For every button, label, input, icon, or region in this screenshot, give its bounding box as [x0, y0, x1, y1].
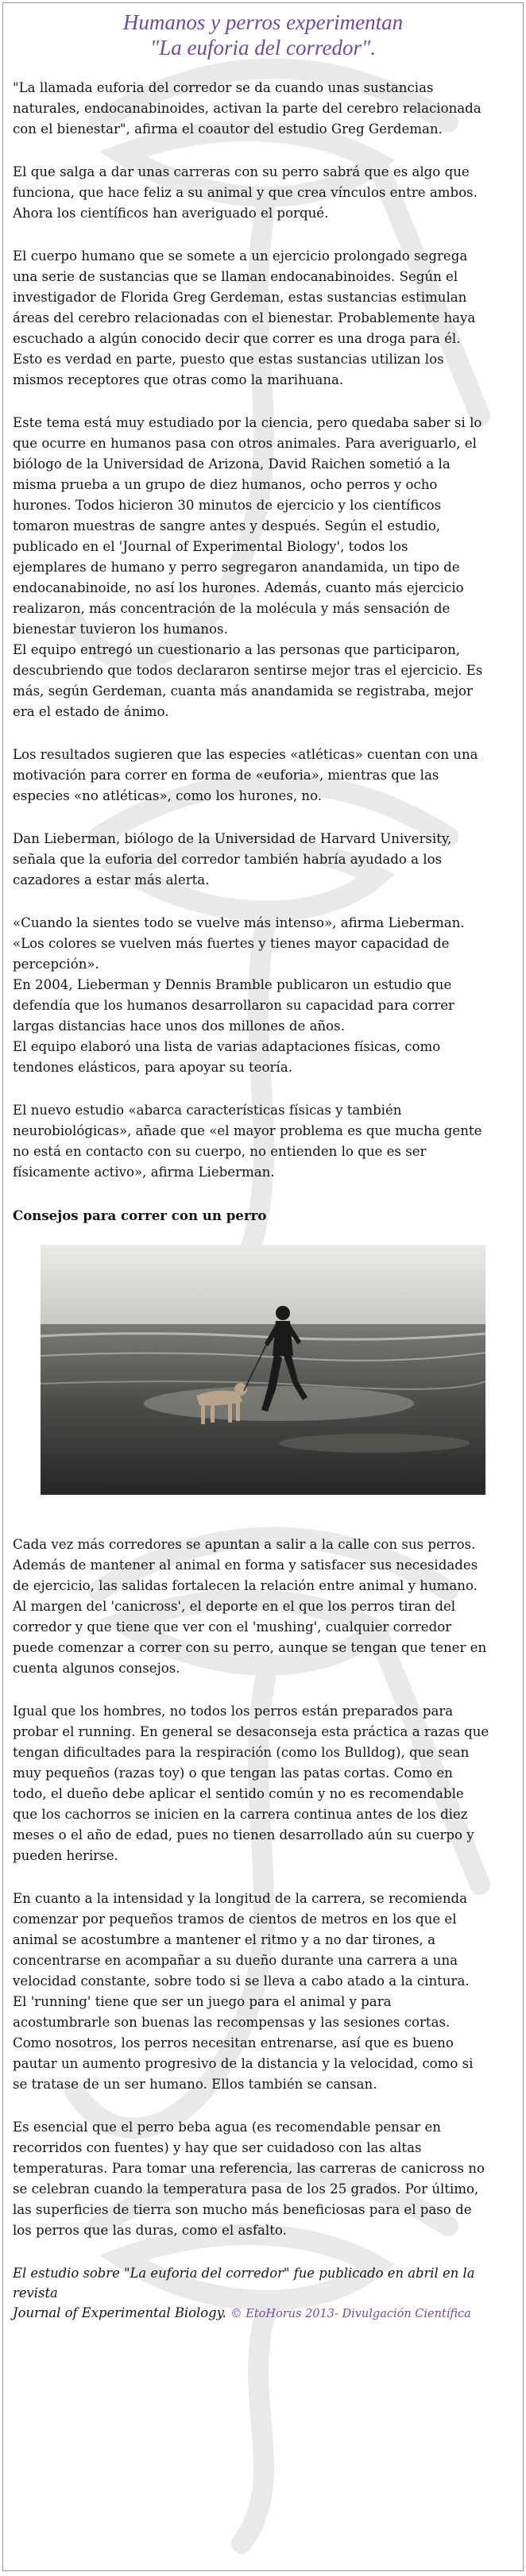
- paragraph-line: El equipo entregó un cuestionario a las personas que participaron,: [13, 642, 461, 657]
- paragraph-line: Cada vez más corredores se apuntan a salir a la calle con sus perros.: [13, 1537, 476, 1552]
- paragraph-line: velocidad constante, sobre todo si se lleva a cabo atado a la cintura.: [13, 1973, 470, 1989]
- paragraph-line: se celebran cuando la temperatura pasa de los 25 grados. Por último,: [13, 2181, 479, 2197]
- paragraph-line: biólogo de la Universidad de Arizona, David Raichen sometió a la: [13, 456, 451, 472]
- paragraph-line: misma prueba a un grupo de diez humanos, ocho perros y ocho: [13, 477, 438, 492]
- article: [3, 3, 523, 2324]
- paragraph-line: «Los colores se vuelven más fuertes y tienes mayor capacidad de: [13, 936, 450, 951]
- paragraph-line: «Cuando la sientes todo se vuelve más intenso», afirma Lieberman.: [13, 915, 465, 930]
- paragraph-line: más, según Gerdeman, cuanta más anandamida se registraba, mejor: [13, 683, 473, 699]
- paragraph-line: tengan dificultades para la respiración (como los Bulldog), que sean: [13, 1745, 470, 1760]
- paragraph-line: hurones. Todos hicieron 30 minutos de ejercicio y los científicos: [13, 498, 442, 513]
- paragraph-line: percepción».: [13, 957, 99, 972]
- paragraph-line: recorridos con fuentes) y hay que ser cuidadoso con las altas: [13, 2140, 422, 2155]
- paragraph-line: comenzar por pequeños tramos de cientos de metros en los que el: [13, 1912, 457, 1927]
- paragraph-line: naturales, endocanabinoides, activan la parte del cerebro relacionada: [13, 101, 482, 116]
- paragraph-line: motivación para correr en forma de «euforia», mientras que las: [13, 768, 439, 783]
- paragraph: [13, 246, 513, 391]
- footer-line-2: [13, 2303, 513, 2324]
- woman-running-with-dog-photo: [41, 1245, 485, 1495]
- paragraph: [13, 78, 513, 140]
- paragraph-line: Dan Lieberman, biólogo de la Universidad de Harvard University,: [13, 831, 452, 846]
- paragraph-line: probar el running. En general se desaconseja esta práctica a razas que: [13, 1724, 489, 1739]
- paragraph-line: El 'running' tiene que ser un juego para el animal y para: [13, 1994, 392, 2009]
- paragraph: [13, 913, 513, 1078]
- paragraph-line: físicamente activo», afirma Lieberman.: [13, 1165, 275, 1180]
- paragraph-line: Este tema está muy estudiado por la ciencia, pero quedaba saber si lo: [13, 415, 482, 430]
- paragraph: [13, 162, 513, 224]
- paragraph-line: de ejercicio, las salidas fortalecen la relación entre animal y humano.: [13, 1578, 478, 1593]
- title-line-2: "La euforia del corredor".: [149, 36, 377, 60]
- paragraph-line: ejemplares de humano y perro segregaron anandamida, un tipo de: [13, 560, 460, 575]
- paragraph-line: Al margen del 'canicross', el deporte en el que los perros tiran del: [13, 1599, 456, 1614]
- paragraph-line: bienestar tuvieron los humanos.: [13, 622, 228, 637]
- paragraph: [13, 1534, 513, 1679]
- page: [2, 2, 524, 2571]
- paragraph-line: mismos receptores que otras como la marihuana.: [13, 372, 344, 387]
- advice-paragraphs: [13, 1534, 513, 2241]
- paragraph-line: las superficies de tierra son mucho más beneficiosas para el paso de: [13, 2202, 472, 2217]
- paragraph-line: endocanabinoide, no así los hurones. Además, cuanto más ejercicio: [13, 580, 464, 595]
- paragraph-line: publicado en el 'Journal of Experimental Biology', todos los: [13, 539, 408, 554]
- paragraph-line: realizaron, más concentración de la molécula y más sensación de: [13, 601, 451, 616]
- footer-journal: Journal of Experimental Biology.: [13, 2305, 226, 2320]
- paragraph-line: Igual que los hombres, no todos los perros están preparados para: [13, 1704, 454, 1719]
- paragraph-line: El que salga a dar unas carreras con su perro sabrá que es algo que: [13, 164, 470, 179]
- paragraph: [13, 413, 513, 722]
- article-footer: [13, 2263, 513, 2324]
- paragraph-line: Además de mantener al animal en forma y satisfacer sus necesidades: [13, 1558, 478, 1573]
- article-title: [13, 10, 513, 60]
- paragraph-line: puede comenzar a correr con su perro, aunque se tengan que tener en: [13, 1640, 487, 1655]
- paragraph-line: meses o el año de edad, pues no tienen desarrollado aún su cuerpo y: [13, 1827, 474, 1842]
- paragraph-line: El equipo elaboró una lista de varias adaptaciones físicas, como: [13, 1039, 441, 1054]
- paragraph: [13, 829, 513, 891]
- paragraph-line: Los resultados sugieren que las especies «atléticas» cuentan con una: [13, 747, 478, 762]
- paragraph-line: pueden herirse.: [13, 1848, 118, 1863]
- paragraph-line: escuchado a algún conocido decir que correr es una droga para él.: [13, 331, 461, 346]
- paragraph-line: funciona, que hace feliz a su animal y que crea vínculos entre ambos.: [13, 185, 478, 200]
- title-line-1: Humanos y perros experimentan: [122, 10, 404, 34]
- paragraph-line: concentrarse en acompañar a su dueño durante una carrera a una: [13, 1953, 458, 1968]
- paragraph-line: todo, el dueño debe aplicar el sentido común y no es recomendable: [13, 1786, 464, 1801]
- paragraph-line: que ocurre en humanos pasa con otros animales. Para averiguarlo, el: [13, 436, 477, 451]
- paragraph-line: cazadores a estar más alerta.: [13, 872, 210, 888]
- paragraph-line: defendía que los humanos desarrollaron su capacidad para correr: [13, 998, 454, 1013]
- paragraph-line: neurobiológicas», añade que «el mayor problema es que mucha gente: [13, 1123, 482, 1138]
- paragraph-line: era el estado de ánimo.: [13, 704, 169, 719]
- paragraph-line: Ahora los científicos han averiguado el porqué.: [13, 206, 329, 221]
- paragraph-line: una serie de sustancias que se llaman endocanabinoides. Según el: [13, 269, 458, 284]
- paragraph-line: En cuanto a la intensidad y la longitud de la carrera, se recomienda: [13, 1891, 468, 1906]
- paragraph-line: descubriendo que todos declararon sentirse mejor tras el ejercicio. Es: [13, 663, 483, 678]
- paragraph-line: los perros que las duras, como el asfalto.: [13, 2223, 287, 2238]
- paragraph-line: tomaron muestras de sangre antes y después. Según el estudio,: [13, 518, 441, 533]
- paragraph-line: Como nosotros, los perros necesitan entrenarse, así que es bueno: [13, 2035, 454, 2050]
- paragraph-line: El cuerpo humano que se somete a un ejercicio prolongado segrega: [13, 248, 468, 264]
- paragraph-line: investigador de Florida Greg Gerdeman, estas sustancias estimulan: [13, 290, 467, 305]
- paragraph: [13, 1100, 513, 1183]
- paragraph-line: muy pequeños (razas toy) o que tengan las patas cortas. Como en: [13, 1765, 453, 1781]
- paragraph-line: especies «no atléticas», como los hurones, no.: [13, 788, 323, 803]
- paragraph: [13, 2117, 513, 2241]
- footer-line-1: El estudio sobre "La euforia del corredor" fue publicado en abril en la revista: [13, 2266, 475, 2301]
- paragraph-line: áreas del cerebro relacionadas con el bienestar. Probablemente haya: [13, 310, 476, 325]
- paragraph-line: largas distancias hace unos dos millones de años.: [13, 1018, 345, 1034]
- paragraph-line: con el bienestar", afirma el coautor del estudio Greg Gerdeman.: [13, 121, 443, 137]
- paragraph-line: El nuevo estudio «abarca características físicas y también: [13, 1103, 402, 1118]
- paragraph-line: tendones elásticos, para apoyar su teoría.: [13, 1060, 292, 1075]
- paragraph: [13, 1889, 513, 2095]
- section-heading: Consejos para correr con un perro: [13, 1207, 267, 1223]
- paragraph-line: animal se acostumbre a mantener el ritmo y a no dar tirones, a: [13, 1932, 435, 1947]
- paragraph-line: que los cachorros se inicien en la carrera continua antes de los diez: [13, 1807, 468, 1822]
- paragraph-line: Esto es verdad en parte, puesto que estas sustancias utilizan los: [13, 352, 444, 367]
- paragraph-line: pautar un aumento progresivo de la distancia y la velocidad, como si: [13, 2056, 474, 2071]
- paragraph-line: cuenta algunos consejos.: [13, 1661, 180, 1676]
- paragraph-line: no está en contacto con su cuerpo, no entienden lo que es ser: [13, 1144, 427, 1159]
- paragraph-line: temperaturas. Para tomar una referencia, las carreras de canicross no: [13, 2161, 485, 2176]
- paragraph-line: "La llamada euforia del corredor se da cuando unas sustancias: [13, 80, 434, 95]
- intro-paragraphs: [13, 78, 513, 1183]
- paragraph-line: corredor y que tiene que ver con el 'mushing', cualquier corredor: [13, 1619, 452, 1635]
- paragraph-line: se tratase de un ser humano. Ellos también se cansan.: [13, 2077, 377, 2092]
- paragraph-line: Es esencial que el perro beba agua (es recomendable pensar en: [13, 2120, 441, 2135]
- paragraph: [13, 745, 513, 807]
- paragraph-line: En 2004, Lieberman y Dennis Bramble publicaron un estudio que: [13, 977, 452, 992]
- paragraph: [13, 1701, 513, 1866]
- footer-credit: © EtoHorus 2013- Divulgación Científica: [230, 2308, 471, 2320]
- paragraph-line: acostumbrarle son buenas las recompensas y las sesiones cortas.: [13, 2015, 451, 2030]
- paragraph-line: señala que la euforia del corredor también habría ayudado a los: [13, 852, 443, 867]
